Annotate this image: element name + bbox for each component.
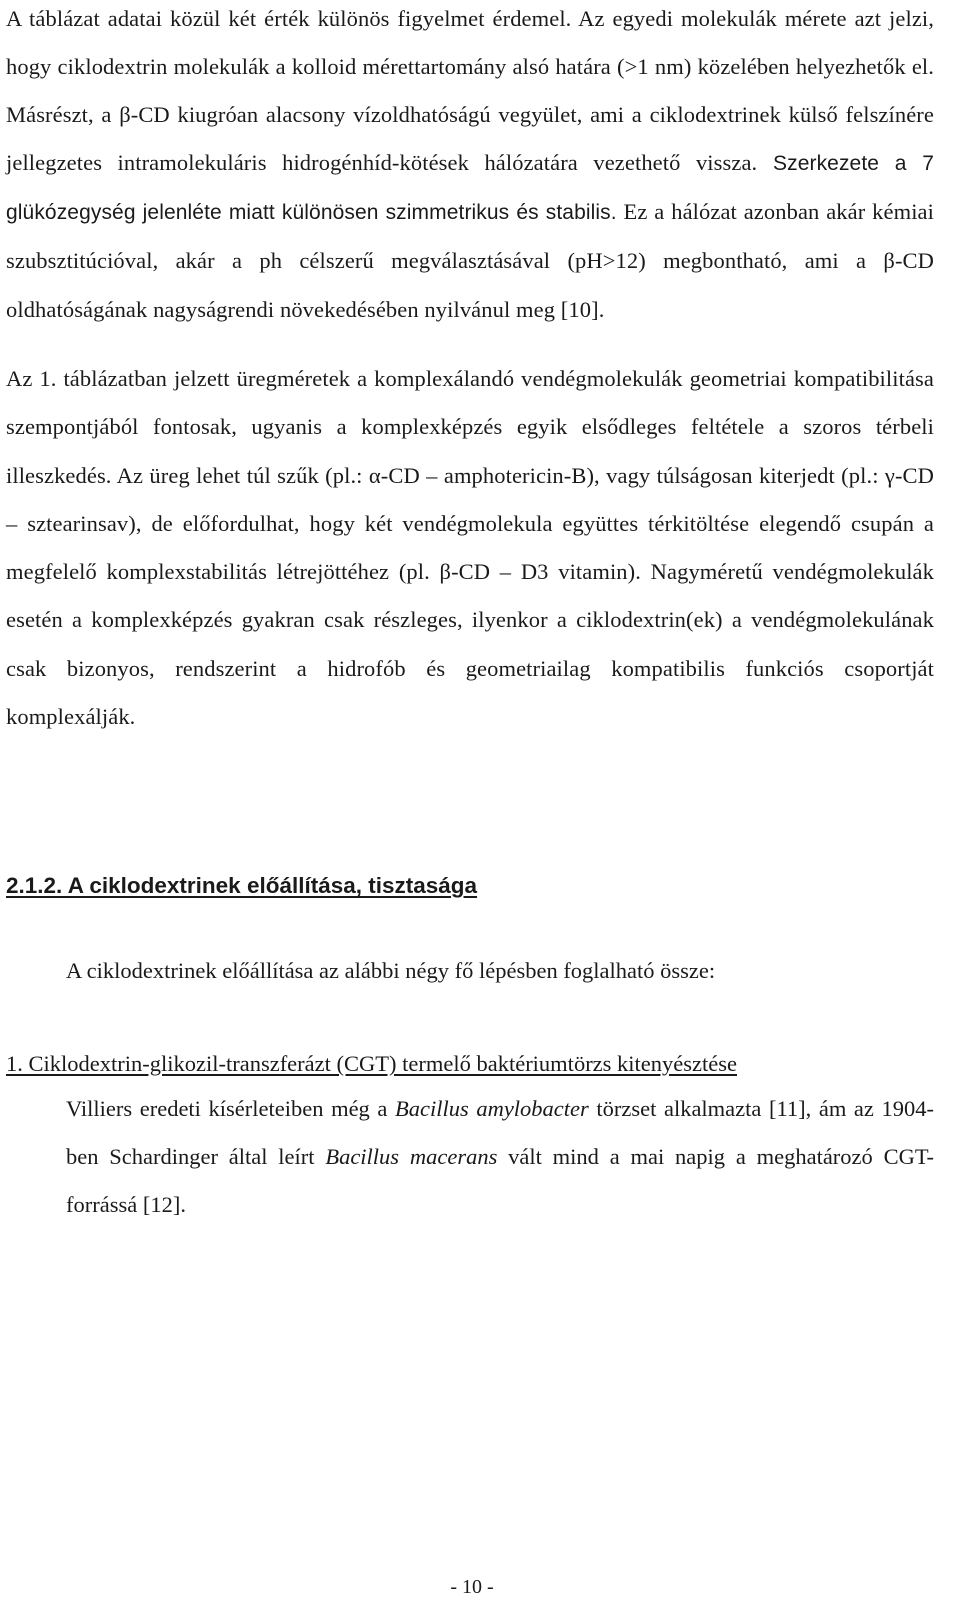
section-heading: 2.1.2. A ciklodextrinek előállítása, tisztasága [6,873,478,898]
body-paragraph-2: Az 1. táblázatban jelzett üregméretek a komplexálandó vendégmolekulák geometriai kompatibilitása szempontjából fontosak, ugyanis a komplexképzés egyik elsődleges feltétele a szoros térbeli illeszkedés. Az üreg lehet túl szűk (pl.: α-CD – amphotericin-B), vagy túlságosan kiterjedt (pl.: γ-CD – sztearinsav), de előfordulhat, hogy két vendégmolekula együttes térkitöltése elegendő csupán a megfelelő komplexstabilitás létrejöttéhez (pl. β-CD – D3 vitamin). Nagyméretű vendégmolekulák esetén a komplexképzés gyakran csak részleges, ilyenkor a ciklodextrin(ek) a vendégmolekulának csak bizonyos, rendszerint a hidrofób és geometriailag kompatibilis funkciós csoportját komplexálják. [6,366,934,730]
section-intro: A ciklodextrinek előállítása az alábbi négy fő lépésben foglalható össze: [66,958,716,983]
step-1-body [66,1085,934,1229]
step-1-title: 1. Ciklodextrin-glikozil-transzferázt (CGT) termelő baktériumtörzs kitenyésztése [6,1051,737,1076]
step-1-text-b: törzset alkalmazta [11], ám az 1904-ben Schardinger által leírt [66,1096,934,1170]
paragraph-1-text-b: Szerkezete a 7 glükózegység jelenléte miatt különösen szimmetrikus és stabilis. [6,152,935,225]
step-1-text-a: Villiers eredeti kísérleteiben még a [66,1096,395,1121]
paragraph-1-text-a: A táblázat adatai közül két érték különös figyelmet érdemel. Az egyedi molekulák mérete azt jelzi, hogy ciklodextrin molekulák a kolloid mérettartomány alsó határa (>1 nm) közelében helyezhetők el. Másrészt, a β-CD kiugróan alacsony vízoldhatóságú vegyület, ami a ciklodextrinek külső felszínére jellegzetes intramolekuláris hidrogénhíd-kötések hálózatára vezethető vissza. [6,6,934,176]
page-number: - 10 - [450,1576,494,1598]
organism-name-2: Bacillus macerans [325,1144,498,1170]
page-footer [0,1573,960,1601]
paragraph-1-text-c: Ez a hálózat azonban akár kémiai szubsztitúcióval, akár a ph célszerű megválasztásával (pH>12) megbontható, ami a β-CD oldhatóságának nagyságrendi növekedésében nyilvánul meg [10]. [6,199,934,322]
step-1-text-c: vált mind a mai napig a meghatározó CGT-forrássá [12]. [66,1144,935,1218]
organism-name-1: Bacillus amylobacter [394,1096,589,1121]
body-paragraph-1 [6,0,934,334]
